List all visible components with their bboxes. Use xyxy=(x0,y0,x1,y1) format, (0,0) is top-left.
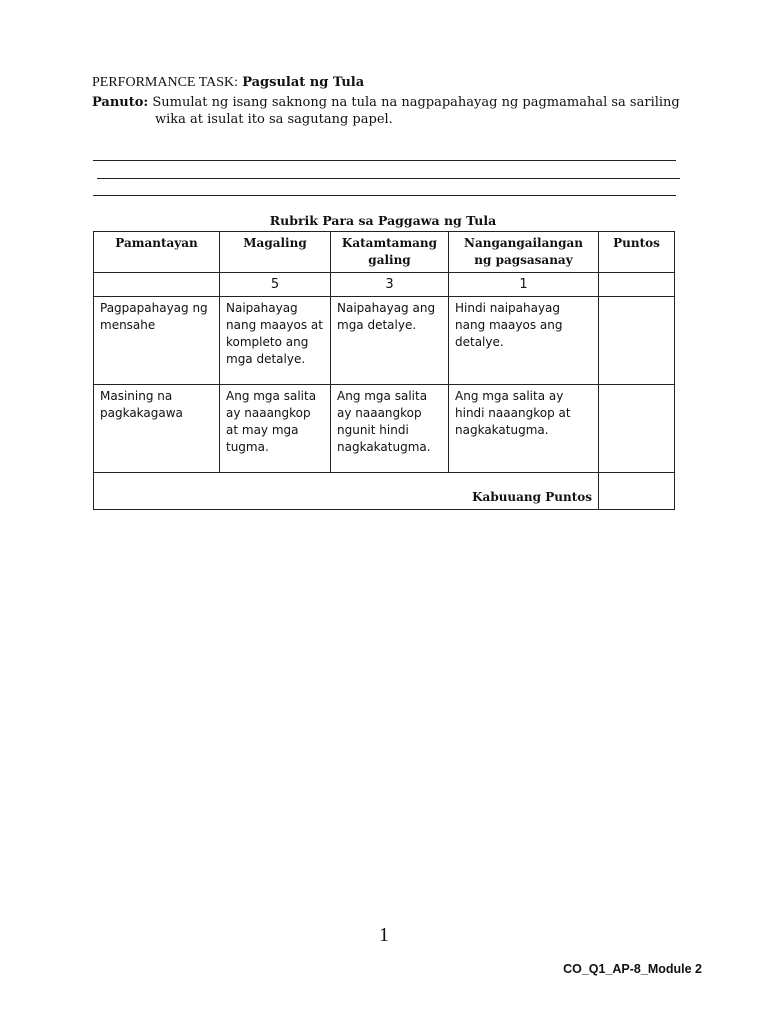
rubric-title: Rubrik Para sa Paggawa ng Tula xyxy=(269,213,497,228)
header-nangangailangan: Nangangailangan ng pagsasanay xyxy=(449,232,599,273)
answer-line xyxy=(93,160,676,161)
instruction-text-line1: Sumulat ng isang saknong na tula na nagpapahayag ng pagmamahal sa sariling xyxy=(152,95,680,110)
puntos-cell[interactable] xyxy=(599,385,675,473)
task-label: PERFORMANCE TASK: xyxy=(92,75,239,90)
header-magaling: Magaling xyxy=(220,232,331,273)
score-katamtaman: 3 xyxy=(331,273,449,297)
module-code: CO_Q1_AP-8_Module 2 xyxy=(563,962,702,976)
task-title xyxy=(92,75,364,91)
score-row xyxy=(94,273,675,297)
magaling-cell: Ang mga salita ay naaangkop at may mga tugma. xyxy=(220,385,331,473)
total-label: Kabuuang Puntos xyxy=(94,473,599,510)
header-puntos: Puntos xyxy=(599,232,675,273)
nangangailangan-cell: Ang mga salita ay hindi naaangkop at nagkakatugma. xyxy=(449,385,599,473)
answer-line xyxy=(97,178,680,179)
score-puntos-blank xyxy=(599,273,675,297)
instruction-label: Panuto: xyxy=(92,95,149,110)
katamtaman-cell: Ang mga salita ay naaangkop ngunit hindi nagkakatugma. xyxy=(331,385,449,473)
total-row xyxy=(94,473,675,510)
table-row xyxy=(94,385,675,473)
page-number: 1 xyxy=(379,924,389,946)
score-nangangailangan: 1 xyxy=(449,273,599,297)
header-pamantayan: Pamantayan xyxy=(94,232,220,273)
total-score-cell[interactable] xyxy=(599,473,675,510)
rubric-table xyxy=(93,231,675,510)
criterion-cell: Pagpapahayag ng mensahe xyxy=(94,297,220,385)
instruction-text-line2: wika at isulat ito sa sagutang papel. xyxy=(155,112,393,127)
instruction xyxy=(92,94,712,128)
magaling-cell: Naipahayag nang maayos at kompleto ang mga detalye. xyxy=(220,297,331,385)
nangangailangan-cell: Hindi naipahayag nang maayos ang detalye. xyxy=(449,297,599,385)
criterion-cell: Masining na pagkakagawa xyxy=(94,385,220,473)
header-katamtaman: Katamtamang galing xyxy=(331,232,449,273)
score-magaling: 5 xyxy=(220,273,331,297)
header-row xyxy=(94,232,675,273)
table-row xyxy=(94,297,675,385)
task-name: Pagsulat ng Tula xyxy=(242,75,365,90)
answer-line xyxy=(93,195,676,196)
katamtaman-cell: Naipahayag ang mga detalye. xyxy=(331,297,449,385)
puntos-cell[interactable] xyxy=(599,297,675,385)
score-blank xyxy=(94,273,220,297)
